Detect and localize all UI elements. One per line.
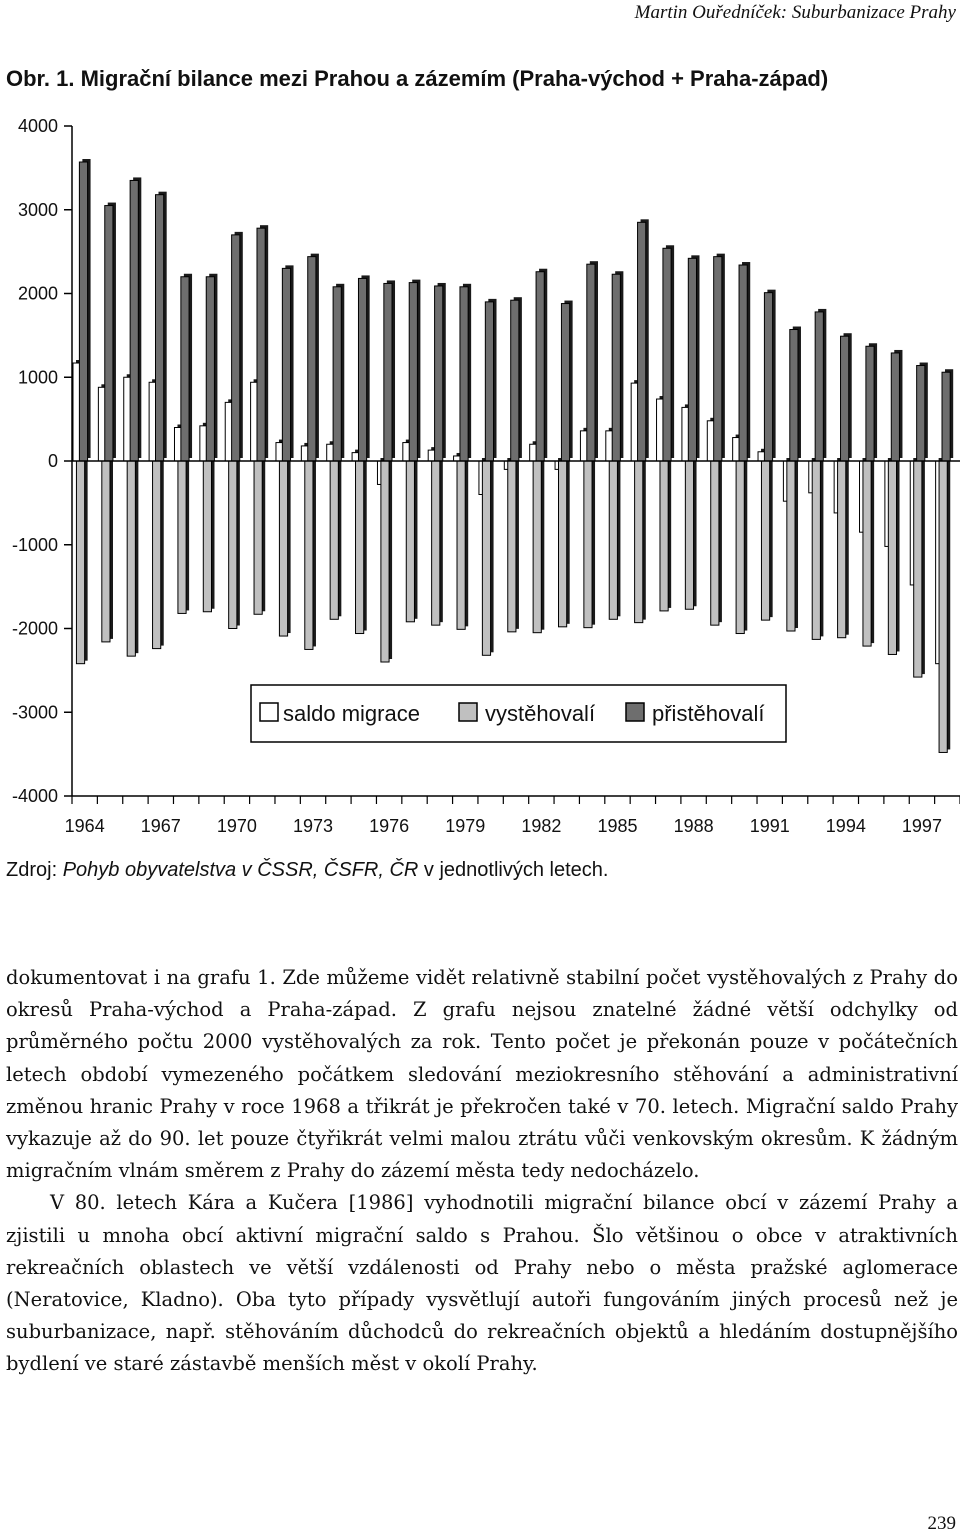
bar-vystehovali bbox=[812, 461, 820, 639]
bar-pristehovali bbox=[206, 277, 214, 461]
bar-vystehovali bbox=[838, 461, 846, 638]
x-tick-label: 1985 bbox=[597, 816, 638, 836]
bar-vystehovali bbox=[635, 461, 643, 623]
bar-vystehovali bbox=[558, 461, 566, 627]
bar-pristehovali bbox=[739, 265, 747, 461]
figure-source bbox=[6, 859, 608, 882]
bar-pristehovali bbox=[358, 278, 366, 461]
y-tick-label: 2000 bbox=[17, 283, 58, 304]
bar-vystehovali bbox=[660, 461, 668, 611]
page-number: 239 bbox=[927, 1513, 956, 1534]
y-tick-label: -3000 bbox=[11, 702, 58, 723]
bar-pristehovali bbox=[587, 264, 595, 461]
bar-pristehovali bbox=[790, 330, 798, 461]
y-tick-label: -4000 bbox=[11, 786, 58, 806]
bar-vystehovali bbox=[406, 461, 414, 622]
bar-pristehovali bbox=[815, 312, 823, 461]
body-text bbox=[6, 962, 958, 1381]
bar-vystehovali bbox=[482, 461, 490, 655]
bar-pristehovali bbox=[841, 336, 849, 461]
x-tick-label: 1997 bbox=[901, 816, 942, 836]
bar-pristehovali bbox=[688, 258, 696, 461]
y-tick-label: -2000 bbox=[11, 618, 58, 639]
bar-vystehovali bbox=[279, 461, 287, 636]
bar-pristehovali bbox=[714, 257, 722, 461]
bar-vystehovali bbox=[508, 461, 516, 632]
bar-vystehovali bbox=[685, 461, 693, 609]
legend-label-pristehovali: přistěhovalí bbox=[652, 701, 765, 726]
bar-pristehovali bbox=[460, 287, 468, 461]
bar-vystehovali bbox=[432, 461, 440, 625]
y-tick-label: 4000 bbox=[17, 116, 58, 136]
bar-pristehovali bbox=[232, 235, 240, 461]
x-tick-label: 1979 bbox=[445, 816, 486, 836]
bar-pristehovali bbox=[155, 195, 163, 461]
bar-vystehovali bbox=[533, 461, 541, 633]
x-tick-label: 1982 bbox=[521, 816, 562, 836]
bar-vystehovali bbox=[609, 461, 617, 619]
bar-pristehovali bbox=[105, 206, 113, 461]
bar-pristehovali bbox=[485, 302, 493, 461]
bar-vystehovali bbox=[787, 461, 795, 631]
bar-vystehovali bbox=[330, 461, 338, 619]
legend-swatch-vystehovali bbox=[459, 703, 477, 721]
bar-pristehovali bbox=[181, 277, 189, 461]
bar-pristehovali bbox=[79, 162, 87, 461]
legend-label-vystehovali: vystěhovalí bbox=[485, 701, 596, 726]
bar-pristehovali bbox=[282, 268, 290, 461]
y-tick-label: 0 bbox=[47, 451, 58, 471]
legend-swatch-saldo bbox=[260, 703, 278, 721]
bar-pristehovali bbox=[536, 272, 544, 461]
legend-label-saldo: saldo migrace bbox=[283, 701, 420, 726]
bar-vystehovali bbox=[254, 461, 262, 614]
bar-pristehovali bbox=[638, 222, 646, 461]
bar-vystehovali bbox=[888, 461, 896, 654]
x-tick-label: 1970 bbox=[216, 816, 257, 836]
bar-vystehovali bbox=[153, 461, 161, 649]
bar-pristehovali bbox=[257, 228, 265, 461]
bar-pristehovali bbox=[612, 274, 620, 461]
bar-pristehovali bbox=[917, 366, 925, 461]
bar-vystehovali bbox=[584, 461, 592, 628]
bar-pristehovali bbox=[764, 293, 772, 461]
chart-legend bbox=[251, 685, 786, 742]
bar-pristehovali bbox=[663, 248, 671, 461]
source-prefix: Zdroj: bbox=[6, 859, 63, 881]
x-tick-label: 1964 bbox=[64, 816, 105, 836]
bar-vystehovali bbox=[711, 461, 719, 625]
bar-pristehovali bbox=[384, 283, 392, 461]
bar-vystehovali bbox=[914, 461, 922, 677]
bar-pristehovali bbox=[561, 304, 569, 461]
bar-pristehovali bbox=[130, 180, 138, 461]
bar-vystehovali bbox=[127, 461, 135, 656]
bar-vystehovali bbox=[736, 461, 744, 634]
y-axis bbox=[12, 116, 72, 806]
x-tick-label: 1973 bbox=[293, 816, 334, 836]
paragraph-1: dokumentovat i na grafu 1. Zde můžeme vidět relativně stabilní počet vystěhovalých z Prahy do okresů Praha-východ a Praha-západ. Z grafu nejsou znatelné žádné větší odchylky od průměrného počtu 2000 vystěhovalých za rok. Tento počet je překonán pouze v počátečních letech období vymezeného počátkem sledování meziokresního stěhování a administrativní změnou hranic Prahy v roce 1968 a třikrát je překročen také v 70. letech. Migrační saldo Prahy vykazuje až do 90. let pouze čtyřikrát velmi malou ztrátu vůči venkovským okresům. K žádným migračním vlnám směrem z Prahy do zázemí města tedy nedocházelo. bbox=[6, 966, 958, 1183]
x-tick-label: 1988 bbox=[673, 816, 714, 836]
migration-bar-chart bbox=[0, 110, 960, 840]
bar-pristehovali bbox=[866, 346, 874, 461]
bar-vystehovali bbox=[102, 461, 110, 642]
bar-vystehovali bbox=[457, 461, 465, 629]
x-axis bbox=[65, 796, 960, 836]
legend-swatch-pristehovali bbox=[626, 703, 644, 721]
figure-title: Obr. 1. Migrační bilance mezi Prahou a zázemím (Praha-východ + Praha-západ) bbox=[6, 66, 829, 91]
y-tick-label: -1000 bbox=[11, 534, 58, 555]
x-tick-label: 1991 bbox=[749, 816, 790, 836]
bar-pristehovali bbox=[308, 257, 316, 461]
x-tick-label: 1994 bbox=[825, 816, 866, 836]
bar-pristehovali bbox=[409, 283, 417, 461]
x-tick-label: 1967 bbox=[140, 816, 181, 836]
bar-pristehovali bbox=[333, 287, 341, 461]
paragraph-2: V 80. letech Kára a Kučera [1986] vyhodnotili migrační bilance obcí v zázemí Prahy a zjistili u mnoha obcí aktivní migrační saldo s Prahou. Šlo většinou o obce v atraktivních rekreačních oblastech ve větší vzdálenosti od Prahy nebo o města pražské aglomerace (Neratovice, Kladno). Oba tyto případy vysvětlují autoři fungováním jiných procesů než je suburbanizace, např. stěhováním důchodců do rekreačních objektů a hledáním dostupnějšího bydlení ve staré zástavbě menších měst v okolí Prahy. bbox=[6, 1191, 958, 1376]
y-tick-label: 1000 bbox=[17, 367, 58, 388]
running-header: Martin Ouředníček: Suburbanizace Prahy bbox=[634, 2, 956, 23]
bar-pristehovali bbox=[435, 286, 443, 461]
x-tick-label: 1976 bbox=[369, 816, 410, 836]
source-suffix: v jednotlivých letech. bbox=[418, 859, 609, 881]
bar-vystehovali bbox=[229, 461, 237, 629]
y-tick-label: 3000 bbox=[17, 199, 58, 220]
bar-vystehovali bbox=[381, 461, 389, 662]
bar-pristehovali bbox=[942, 372, 950, 461]
bar-vystehovali bbox=[178, 461, 186, 613]
source-title: Pohyb obyvatelstva v ČSSR, ČSFR, ČR bbox=[62, 859, 419, 881]
bars bbox=[72, 159, 960, 752]
bar-vystehovali bbox=[305, 461, 313, 649]
bar-vystehovali bbox=[356, 461, 364, 634]
bar-vystehovali bbox=[939, 461, 947, 752]
bar-vystehovali bbox=[203, 461, 211, 612]
bar-vystehovali bbox=[761, 461, 769, 620]
bar-pristehovali bbox=[511, 300, 519, 461]
bar-vystehovali bbox=[863, 461, 871, 646]
bar-vystehovali bbox=[76, 461, 84, 664]
bar-pristehovali bbox=[891, 353, 899, 461]
